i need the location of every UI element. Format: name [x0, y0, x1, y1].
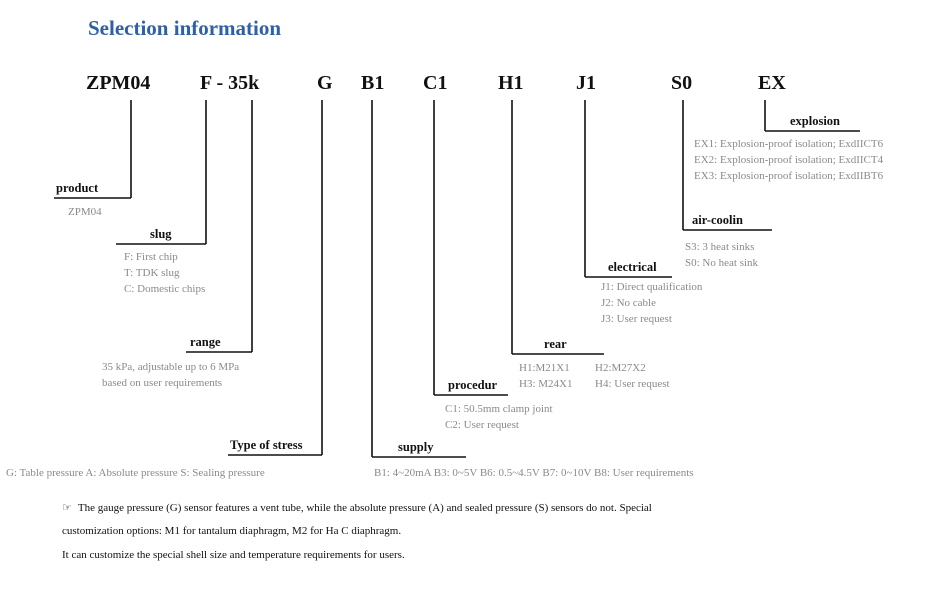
air-cooling-option: S3: 3 heat sinks [685, 241, 755, 253]
explosion-option: EX2: Explosion-proof isolation; ExdIICT4 [694, 154, 884, 166]
slug-label: slug [150, 227, 172, 241]
slug-option: F: First chip [124, 251, 178, 263]
code-explosion: EX [758, 72, 786, 94]
supply-label: supply [398, 440, 434, 454]
code-slug-range: F - 35k [200, 72, 260, 94]
code-stress: G [317, 72, 333, 94]
explosion-option: EX3: Explosion-proof isolation; ExdIIBT6 [694, 170, 884, 182]
supply-option: B1: 4~20mA B3: 0~5V B6: 0.5~4.5V B7: 0~10V B8: User requirements [374, 467, 694, 479]
product-label: product [56, 181, 99, 195]
rear-option: H3: M24X1 [519, 378, 573, 390]
electrical-option: J1: Direct qualification [601, 281, 703, 293]
air-cooling-label: air-coolin [692, 213, 743, 227]
slug-option: C: Domestic chips [124, 283, 206, 295]
note-line-1: ☞ The gauge pressure (G) sensor features a vent tube, while the absolute pressure (A) and sealed pressure (S) sensors do not. Special [62, 502, 652, 514]
procedure-label: procedur [448, 378, 498, 392]
stress-option: G: Table pressure A: Absolute pressure S: Sealing pressure [6, 467, 265, 479]
product-option: ZPM04 [68, 206, 102, 218]
rear-option: H2:M27X2 [595, 362, 646, 374]
range-option: based on user requirements [102, 377, 223, 389]
range-label: range [190, 335, 221, 349]
code-air-cooling: S0 [671, 72, 693, 94]
air-cooling-option: S0: No heat sink [685, 257, 759, 269]
code-product: ZPM04 [86, 72, 151, 94]
code-rear: H1 [498, 72, 524, 94]
electrical-label: electrical [608, 260, 657, 274]
procedure-option: C1: 50.5mm clamp joint [445, 403, 553, 415]
explosion-option: EX1: Explosion-proof isolation; ExdIICT6 [694, 138, 884, 150]
rear-label: rear [544, 337, 567, 351]
rear-option: H1:M21X1 [519, 362, 570, 374]
rear-option: H4: User request [595, 378, 670, 390]
note-line-3: It can customize the special shell size and temperature requirements for users. [62, 549, 405, 561]
note-line-2: customization options: M1 for tantalum diaphragm, M2 for Ha C diaphragm. [62, 525, 402, 537]
stress-label: Type of stress [230, 438, 303, 452]
procedure-option: C2: User request [445, 419, 519, 431]
explosion-label: explosion [790, 114, 841, 128]
pointing-hand-icon: ☞ [62, 502, 72, 514]
slug-option: T: TDK slug [124, 267, 180, 279]
code-supply: B1 [361, 72, 385, 94]
electrical-option: J2: No cable [601, 297, 656, 309]
code-electrical: J1 [576, 72, 596, 94]
electrical-option: J3: User request [601, 313, 672, 325]
page-title: Selection information [88, 16, 282, 40]
range-option: 35 kPa, adjustable up to 6 MPa [102, 361, 240, 373]
code-procedure: C1 [423, 72, 448, 94]
